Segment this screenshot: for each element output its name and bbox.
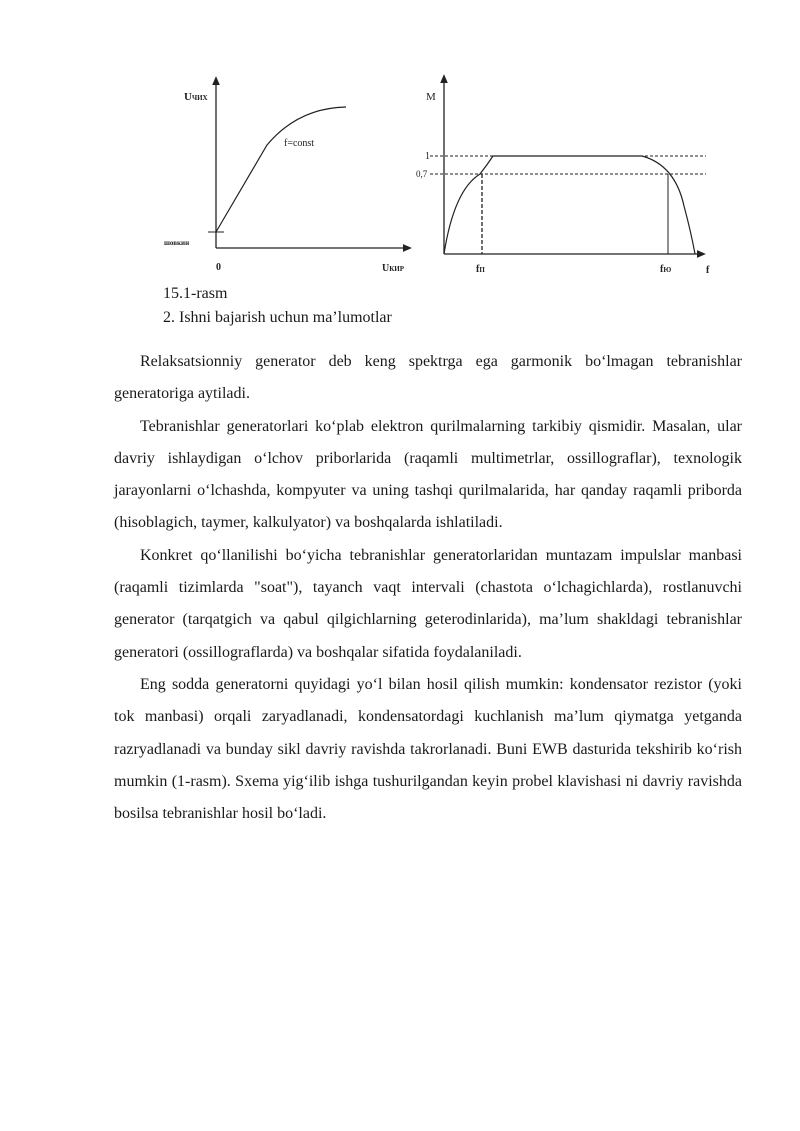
threshold-label: шовкин — [164, 239, 190, 247]
section-subheading: 2. Ishni bajarish uchun ma’lumotlar — [163, 309, 392, 326]
paragraph: Relaksatsionniy generator deb keng spektrga ega garmonik bo‘lmagan tebranishlar generatoriga aytiladi. — [114, 353, 742, 403]
right-chart — [416, 78, 710, 276]
figure-svg — [150, 70, 730, 280]
right-x-label: f — [706, 265, 710, 276]
paragraph: Eng sodda generatorni quyidagi yo‘l bilan hosil qilish mumkin: kondensator rezistor (yoki tok manbasi) orqali zaryadlanadi, kondensatordagi kuchlanish ma’lum qiymatga yetganda razryadlanadi va bunday sikl davriy ravishda takrorlanadi. Buni EWB dasturida tekshirib ko‘rish mumkin (1-rasm). Sxema yig‘ilib ishga tushurilgandan keyin probel klavishasi ni davriy ravishda bosilsa tebranishlar hosil bo‘ladi. — [114, 675, 742, 823]
curve-label: f=const — [284, 138, 315, 149]
level-07-label: 0,7 — [416, 169, 428, 179]
figure-15-1 — [150, 70, 730, 280]
level-1-label: 1 — [425, 151, 430, 162]
left-y-label: UЧИХ — [184, 91, 208, 103]
origin-label: 0 — [216, 262, 221, 273]
fh-label: fЮ — [660, 264, 672, 275]
left-x-label: UКИР — [382, 263, 405, 274]
figure-caption: 15.1-rasm — [163, 285, 228, 302]
paragraph: Tebranishlar generatorlari ko‘plab elektron qurilmalarning tarkibiy qismidir. Masalan, ular davriy ishlaydigan o‘lchov priborlarida (raqamli multimetrlar, ossillograflar), texnologik jarayonlarni o‘lchashda, kompyuter va uning tashqi qurilmalarida, har qanday raqamli priborda (hisoblagich, taymer, kalkulyator) va boshqalarda ishlatiladi. — [114, 417, 742, 532]
right-y-label: M — [426, 91, 436, 103]
body-text — [114, 346, 742, 830]
paragraph: Konkret qo‘llanilishi bo‘yicha tebranishlar generatorlaridan muntazam impulslar manbasi (raqamli tizimlarda "soat"), tayanch vaqt intervali (chastota o‘lchagichlarda), rostlanuvchi generator (tarqatgich va qabul qilgichlarning geterodinlarida), ma’lum shakldagi tebranishlar generatori (ossillograflarda) va boshqalar sifatida foydalaniladi. — [114, 546, 742, 661]
left-curve — [216, 107, 346, 232]
fl-label: fП — [476, 264, 485, 275]
left-chart — [164, 80, 408, 274]
